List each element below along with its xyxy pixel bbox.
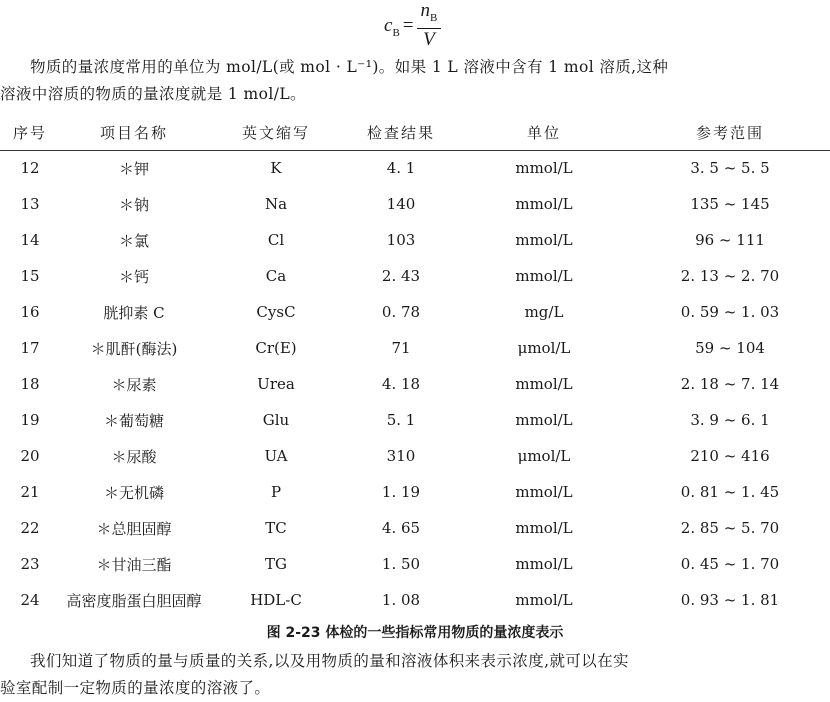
- cell-item-name: ＊葡萄糖: [103, 411, 164, 430]
- cell-index: 14: [20, 231, 40, 249]
- cell-reference-range: 0. 93 ~ 1. 81: [680, 591, 780, 609]
- table-row: [0, 258, 830, 294]
- cell-reference-range: 210 ~ 416: [690, 447, 770, 465]
- table-row: [0, 150, 830, 186]
- cell-index: 20: [20, 447, 40, 465]
- concentration-formula: [384, 2, 441, 51]
- header-result: 检查结果: [344, 116, 458, 150]
- table-row: [0, 546, 830, 582]
- cell-item-name: ＊肌酐(酶法): [90, 339, 178, 358]
- cell-abbreviation: TC: [265, 519, 287, 537]
- intro-line-2: 溶液中溶质的物质的量浓度就是 1 mol/L。: [0, 85, 306, 103]
- table-row: [0, 402, 830, 438]
- table-row: [0, 186, 830, 222]
- cell-unit: mmol/L: [515, 231, 573, 249]
- closing-line-1: 我们知道了物质的量与质量的关系,以及用物质的量和溶液体积来表示浓度,就可以在实: [30, 652, 629, 670]
- cell-abbreviation: HDL-C: [250, 591, 302, 609]
- cell-unit: μmol/L: [517, 339, 571, 357]
- header-index: 序号: [0, 116, 60, 150]
- header-abbreviation: 英文缩写: [208, 116, 344, 150]
- cell-result: 1. 50: [381, 555, 421, 573]
- cell-item-name: ＊钾: [118, 159, 149, 178]
- cell-index: 18: [20, 375, 40, 393]
- cell-abbreviation: CysC: [256, 303, 296, 321]
- cell-unit: mmol/L: [515, 195, 573, 213]
- formula-numerator: $n_B$: [417, 2, 442, 29]
- cell-reference-range: 135 ~ 145: [690, 195, 770, 213]
- cell-result: 5. 1: [386, 411, 416, 429]
- cell-abbreviation: Na: [264, 195, 288, 213]
- intro-paragraph: [0, 54, 830, 108]
- cell-abbreviation: UA: [264, 447, 288, 465]
- cell-abbreviation: Cl: [267, 231, 285, 249]
- cell-item-name: 高密度脂蛋白胆固醇: [66, 591, 202, 610]
- cell-unit: mg/L: [524, 303, 564, 321]
- cell-unit: mmol/L: [515, 267, 573, 285]
- cell-index: 23: [20, 555, 40, 573]
- cell-reference-range: 2. 18 ~ 7. 14: [680, 375, 780, 393]
- cell-reference-range: 0. 81 ~ 1. 45: [680, 483, 780, 501]
- cell-unit: mmol/L: [515, 375, 573, 393]
- cell-result: 103: [386, 231, 416, 249]
- cell-item-name: ＊钠: [118, 195, 149, 214]
- table-row: [0, 294, 830, 330]
- cell-abbreviation: Cr(E): [255, 339, 297, 357]
- cell-result: 140: [386, 195, 416, 213]
- table-row: [0, 222, 830, 258]
- cell-unit: mmol/L: [515, 159, 573, 178]
- cell-reference-range: 96 ~ 111: [695, 231, 765, 249]
- cell-unit: μmol/L: [517, 447, 571, 465]
- cell-item-name: ＊无机磷: [103, 483, 164, 502]
- cell-result: 4. 18: [381, 375, 421, 393]
- cell-reference-range: 59 ~ 104: [695, 339, 765, 357]
- cell-unit: mmol/L: [515, 483, 573, 501]
- cell-item-name: ＊尿素: [111, 375, 157, 394]
- header-item-name: 项目名称: [60, 116, 208, 150]
- cell-result: 2. 43: [381, 267, 421, 285]
- cell-index: 22: [20, 519, 40, 537]
- closing-paragraph: [0, 648, 830, 702]
- cell-item-name: ＊甘油三酯: [96, 555, 172, 574]
- cell-index: 24: [20, 591, 40, 609]
- cell-index: 19: [20, 411, 40, 429]
- cell-result: 0. 78: [381, 303, 421, 321]
- cell-unit: mmol/L: [515, 519, 573, 537]
- cell-result: 1. 19: [381, 483, 421, 501]
- formula-lhs: $c_B$: [384, 14, 400, 39]
- formula-equals: =: [402, 15, 414, 37]
- cell-index: 17: [20, 339, 40, 357]
- cell-reference-range: 0. 59 ~ 1. 03: [680, 303, 780, 321]
- cell-index: 13: [20, 195, 40, 213]
- cell-item-name: ＊总胆固醇: [96, 519, 172, 538]
- cell-result: 4. 65: [381, 519, 421, 537]
- cell-result: 4. 1: [386, 159, 416, 178]
- table-row: [0, 582, 830, 618]
- cell-item-name: 胱抑素 C: [103, 303, 165, 322]
- table-row: [0, 366, 830, 402]
- table-row: [0, 330, 830, 366]
- header-reference-range: 参考范围: [630, 116, 830, 150]
- cell-result: 310: [386, 447, 416, 465]
- cell-item-name: ＊尿酸: [111, 447, 157, 466]
- cell-reference-range: 3. 9 ~ 6. 1: [690, 411, 770, 429]
- cell-abbreviation: Ca: [265, 267, 287, 285]
- cell-result: 1. 08: [381, 591, 421, 609]
- table-header-row: [0, 116, 830, 150]
- intro-line-1: 物质的量浓度常用的单位为 mol/L(或 mol · L⁻¹)。如果 1 L 溶液中含有 1 mol 溶质,这种: [30, 58, 669, 76]
- cell-unit: mmol/L: [515, 591, 573, 609]
- formula-denominator: V: [423, 28, 435, 50]
- cell-abbreviation: K: [270, 159, 282, 178]
- cell-reference-range: 2. 13 ~ 2. 70: [680, 267, 780, 285]
- cell-abbreviation: P: [270, 483, 282, 501]
- cell-index: 15: [20, 267, 40, 285]
- cell-unit: mmol/L: [515, 411, 573, 429]
- cell-abbreviation: TG: [265, 555, 287, 573]
- closing-line-2: 验室配制一定物质的量浓度的溶液了。: [0, 679, 271, 697]
- cell-result: 71: [391, 339, 411, 357]
- table-row: [0, 510, 830, 546]
- cell-index: 21: [20, 483, 40, 501]
- cell-reference-range: 0. 45 ~ 1. 70: [680, 555, 780, 573]
- figure-caption: 图 2-23 体检的一些指标常用物质的量浓度表示: [266, 625, 564, 641]
- cell-reference-range: 3. 5 ~ 5. 5: [690, 159, 770, 178]
- formula-fraction: [417, 2, 442, 51]
- cell-item-name: ＊氯: [118, 231, 149, 250]
- cell-item-name: ＊钙: [118, 267, 149, 286]
- lab-results-table: [0, 116, 830, 618]
- table-row: [0, 438, 830, 474]
- cell-index: 12: [20, 159, 40, 178]
- cell-abbreviation: Glu: [262, 411, 290, 429]
- cell-unit: mmol/L: [515, 555, 573, 573]
- header-unit: 单位: [458, 116, 630, 150]
- cell-reference-range: 2. 85 ~ 5. 70: [680, 519, 780, 537]
- table-row: [0, 474, 830, 510]
- cell-abbreviation: Urea: [257, 375, 295, 393]
- cell-index: 16: [20, 303, 40, 321]
